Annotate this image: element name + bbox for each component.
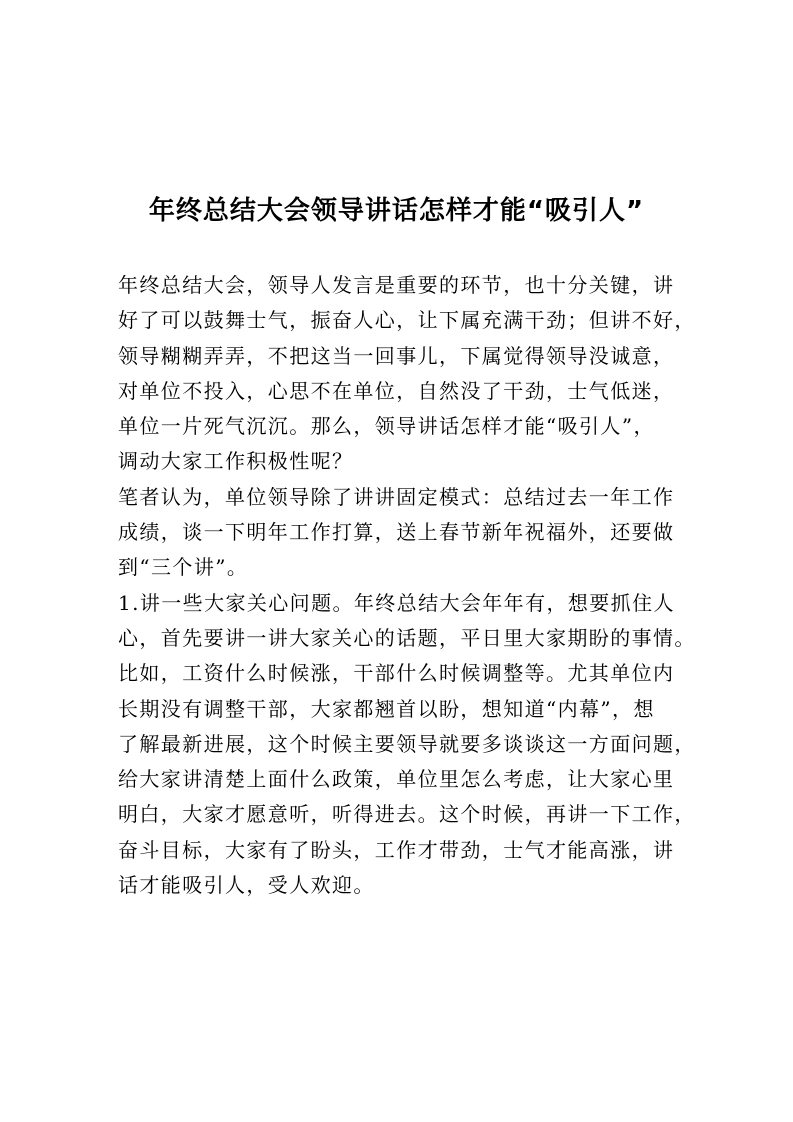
text-line: 给大家讲清楚上面什么政策，单位里怎么考虑，让大家心里 <box>118 767 675 792</box>
text-line: 长期没有调整干部，大家都翘首以盼，想知道“内幕”，想 <box>118 696 655 721</box>
document-title: 年终总结大会领导讲话怎样才能“吸引人” <box>148 196 645 226</box>
text-line: 好了可以鼓舞士气，振奋人心，让下属充满干劲；但讲不好， <box>118 308 696 333</box>
text-line: 领导糊糊弄弄，不把这当一回事儿，下属觉得领导没诚意， <box>118 343 675 368</box>
text-line: 话才能吸引人，受人欢迎。 <box>118 873 375 898</box>
text-line: 比如，工资什么时候涨，干部什么时候调整等。尤其单位内 <box>118 661 675 686</box>
text-line: 1.讲一些大家关心问题。年终总结大会年年有，想要抓住人 <box>118 590 675 615</box>
text-line: 调动大家工作积极性呢？ <box>118 449 354 474</box>
text-line: 单位一片死气沉沉。那么，领导讲话怎样才能“吸引人”， <box>118 414 655 439</box>
document-body <box>118 268 696 903</box>
text-line: 了解最新进展，这个时候主要领导就要多谈谈这一方面问题， <box>118 731 696 756</box>
text-line: 年终总结大会，领导人发言是重要的环节，也十分关键，讲 <box>118 273 675 297</box>
text-line: 对单位不投入，心思不在单位，自然没了干劲，士气低迷， <box>118 378 675 403</box>
text-line: 奋斗目标，大家有了盼头，工作才带劲，士气才能高涨，讲 <box>118 837 675 862</box>
text-line: 到“三个讲”。 <box>118 555 249 580</box>
text-line: 明白，大家才愿意听，听得进去。这个时候，再讲一下工作， <box>118 802 696 827</box>
text-line: 成绩，谈一下明年工作打算，送上春节新年祝福外，还要做 <box>118 520 675 545</box>
text-line: 心，首先要讲一讲大家关心的话题，平日里大家期盼的事情。 <box>118 625 696 650</box>
text-line: 笔者认为，单位领导除了讲讲固定模式：总结过去一年工作 <box>118 484 675 509</box>
